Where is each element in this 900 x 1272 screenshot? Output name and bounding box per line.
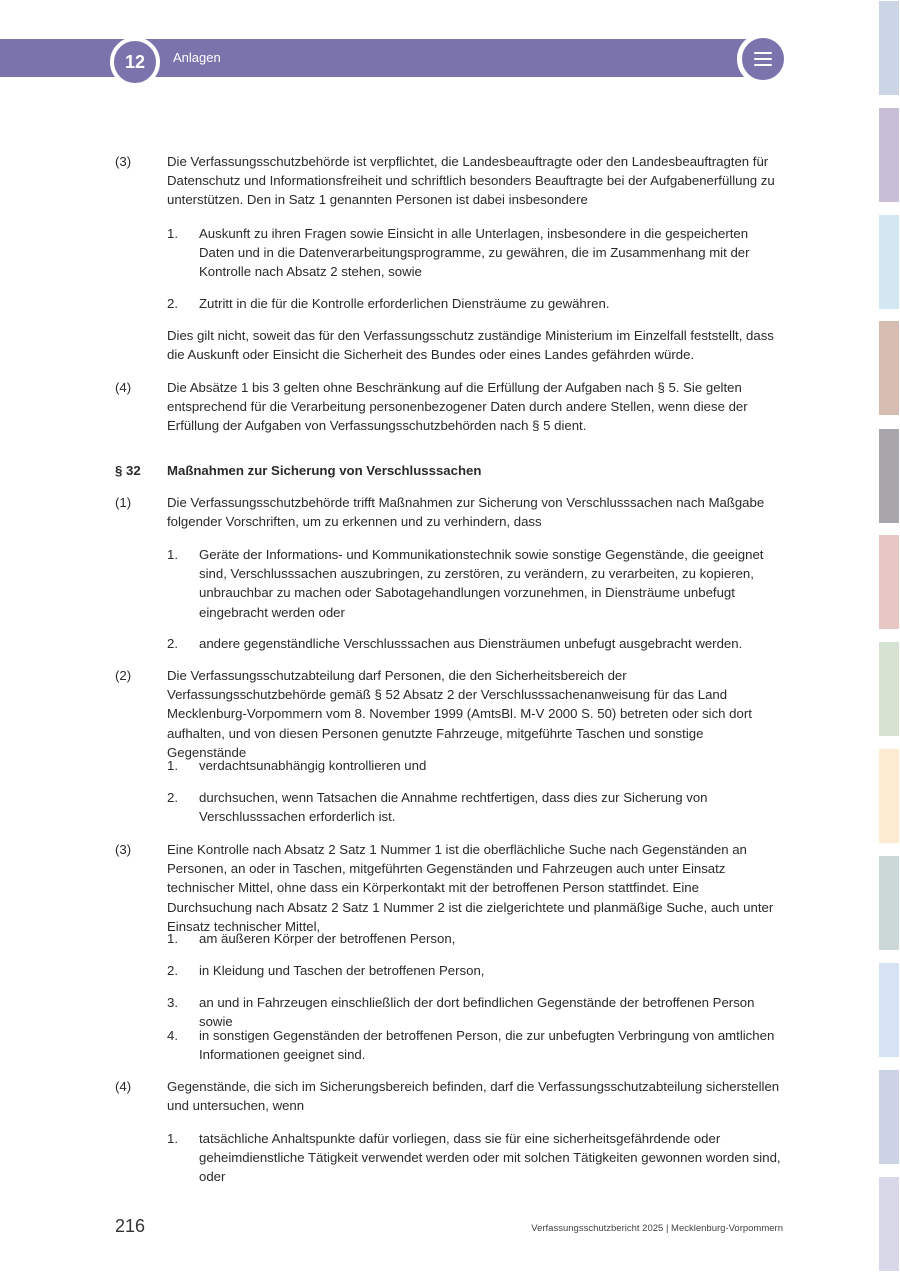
chapter-tab[interactable] <box>879 1 899 95</box>
list-item <box>167 1026 785 1064</box>
paragraph-2 <box>115 666 785 762</box>
paragraph-number: (3) <box>115 154 132 169</box>
list-item <box>167 788 785 826</box>
paragraph-text: Eine Kontrolle nach Absatz 2 Satz 1 Nummer 1 ist die oberflächliche Suche nach Gegenständen an Personen, an oder in Taschen, mitgeführten Gegenständen und Fahrzeugen auch unter Einsatz technischer Mittel, ohne dass ein Körperkontakt mit der betroffenen Person stattfindet. Eine Durchsuchung nach Absatz 2 Satz 1 Nummer 2 ist die zielgerichtete und planmäßige Suche, auch unter Einsatz technischer Mittel, <box>167 842 774 934</box>
paragraph-continuation <box>115 326 785 364</box>
paragraph-3 <box>115 840 785 936</box>
chapter-number-badge: 12 <box>110 37 160 87</box>
list-item-text: Auskunft zu ihren Fragen sowie Einsicht in alle Unterlagen, insbesondere in die gespeicherten Daten und in die Datenverarbeitungsprogramme, zu gewähren, die im Zusammenhang mit der Kontrolle nach Absatz 2 stehen, sowie <box>199 226 750 280</box>
list-item-text: durchsuchen, wenn Tatsachen die Annahme rechtfertigen, dass dies zur Sicherung von Verschlusssachen erforderlich ist. <box>199 790 708 825</box>
chapter-tab[interactable] <box>879 108 899 202</box>
chapter-tab[interactable] <box>879 321 899 415</box>
list-item-number: 2. <box>167 636 178 651</box>
paragraph-text: Dies gilt nicht, soweit das für den Verfassungsschutz zuständige Ministerium im Einzelfall feststellt, dass die Auskunft oder Einsicht die Sicherheit des Bundes oder eines Landes gefährden würde. <box>167 328 774 363</box>
paragraph-text: Gegenstände, die sich im Sicherungsbereich befinden, darf die Verfassungsschutzabteilung sicherstellen und untersuchen, wenn <box>167 1079 780 1114</box>
section-heading <box>115 461 785 480</box>
chapter-tab[interactable] <box>879 749 899 843</box>
list-item-text: tatsächliche Anhaltspunkte dafür vorliegen, dass sie für eine sicherheitsgefährdende oder geheimdienstliche Tätigkeit verwendet werden oder mit solchen Tätigkeiten gewonnen worden sind, oder <box>199 1131 781 1185</box>
list-item <box>167 294 785 313</box>
list-item-number: 1. <box>167 931 178 946</box>
list-item <box>167 1129 785 1187</box>
list-item-text: am äußeren Körper der betroffenen Person, <box>199 931 456 946</box>
list-item-text: verdachtsunabhängig kontrollieren und <box>199 758 427 773</box>
paragraph-number: (2) <box>115 668 132 683</box>
list-item-text: in sonstigen Gegenständen der betroffenen Person, die zur unbefugten Verbringung von amtlichen Informationen geeignet sind. <box>199 1028 775 1063</box>
chapter-tab[interactable] <box>879 535 899 629</box>
list-item-number: 1. <box>167 758 178 773</box>
list-item-text: an und in Fahrzeugen einschließlich der dort befindlichen Gegenstände der betroffenen Person sowie <box>199 995 755 1030</box>
paragraph-text: Die Verfassungsschutzabteilung darf Personen, die den Sicherheitsbereich der Verfassungsschutzbehörde gemäß § 52 Absatz 2 der Verschlusssachenanweisung für das Land Mecklenburg-Vorpommern vom 8. November 1999 (AmtsBl. M-V 2000 S. 50) betreten oder sich dort aufhalten, und von diesen Personen genutzte Fahrzeuge, mitgeführte Taschen und sonstige Gegenstände <box>167 668 752 760</box>
list-item-text: in Kleidung und Taschen der betroffenen Person, <box>199 963 485 978</box>
hamburger-icon <box>754 52 772 54</box>
list-item <box>167 545 785 622</box>
list-item <box>167 961 785 980</box>
list-item-text: Zutritt in die für die Kontrolle erforderlichen Diensträume zu gewähren. <box>199 296 610 311</box>
paragraph-4 <box>115 378 785 436</box>
chapter-tab[interactable] <box>879 1070 899 1164</box>
paragraph-text: Die Verfassungsschutzbehörde trifft Maßnahmen zur Sicherung von Verschlusssachen nach Maßgabe folgender Vorschriften, um zu erkennen und zu verhindern, dass <box>167 495 765 530</box>
list-item <box>167 634 785 653</box>
paragraph-text: Die Verfassungsschutzbehörde ist verpflichtet, die Landesbeauftragte oder den Landesbeauftragten für Datenschutz und Informationsfreiheit und schriftlich besonders Beauftragte bei der Aufgabenerfüllung zu unterstützen. Den in Satz 1 genannten Personen ist dabei insbesondere <box>167 154 775 208</box>
list-item-number: 1. <box>167 226 178 241</box>
list-item <box>167 929 785 948</box>
hamburger-icon-bar <box>754 58 772 60</box>
paragraph-number: (3) <box>115 842 132 857</box>
chapter-side-tabs <box>879 0 900 1272</box>
section-number: § 32 <box>115 463 141 478</box>
paragraph-1 <box>115 493 785 531</box>
chapter-tab[interactable] <box>879 215 899 309</box>
list-item-number: 2. <box>167 296 178 311</box>
paragraph-text: Die Absätze 1 bis 3 gelten ohne Beschränkung auf die Erfüllung der Aufgaben nach § 5. Sie gelten entsprechend für die Verarbeitung personenbezogener Daten durch andere Stellen, wenn diese der Erfüllung der Aufgaben von Verfassungsschutzbehörden nach § 5 dient. <box>167 380 748 434</box>
list-item-number: 2. <box>167 963 178 978</box>
paragraph-number: (1) <box>115 495 132 510</box>
list-item-number: 1. <box>167 547 178 562</box>
page-number: 216 <box>115 1216 146 1236</box>
list-item-number: 4. <box>167 1028 178 1043</box>
paragraph-number: (4) <box>115 1079 132 1094</box>
hamburger-icon-bar <box>754 64 772 66</box>
section-title: Maßnahmen zur Sicherung von Verschlusssachen <box>167 463 482 478</box>
list-item-text: Geräte der Informations- und Kommunikationstechnik sowie sonstige Gegenstände, die geeignet sind, Verschlusssachen auszubringen, zu zerstören, zu verändern, zu verarbeiten, zu kopieren, unbrauchbar zu machen oder Sabotagehandlungen vorzunehmen, in Diensträume unbefugt eingebracht werden oder <box>199 547 764 620</box>
footer-title: Verfassungsschutzbericht 2025 | Mecklenburg-Vorpommern <box>531 1223 783 1234</box>
paragraph-4 <box>115 1077 785 1115</box>
chapter-tab[interactable] <box>879 963 899 1057</box>
list-item-text: andere gegenständliche Verschlusssachen aus Diensträumen unbefugt ausgebracht werden. <box>199 636 743 651</box>
chapter-tab[interactable] <box>879 429 899 523</box>
chapter-tab[interactable] <box>879 1177 899 1271</box>
menu-button[interactable] <box>737 33 789 85</box>
chapter-title: Anlagen <box>173 50 221 65</box>
chapter-tab[interactable] <box>879 642 899 736</box>
list-item-number: 2. <box>167 790 178 805</box>
paragraph-number: (4) <box>115 380 132 395</box>
list-item-number: 3. <box>167 995 178 1010</box>
list-item <box>167 224 785 282</box>
chapter-tab[interactable] <box>879 856 899 950</box>
list-item-number: 1. <box>167 1131 178 1146</box>
paragraph-3 <box>115 152 785 210</box>
list-item <box>167 756 785 775</box>
